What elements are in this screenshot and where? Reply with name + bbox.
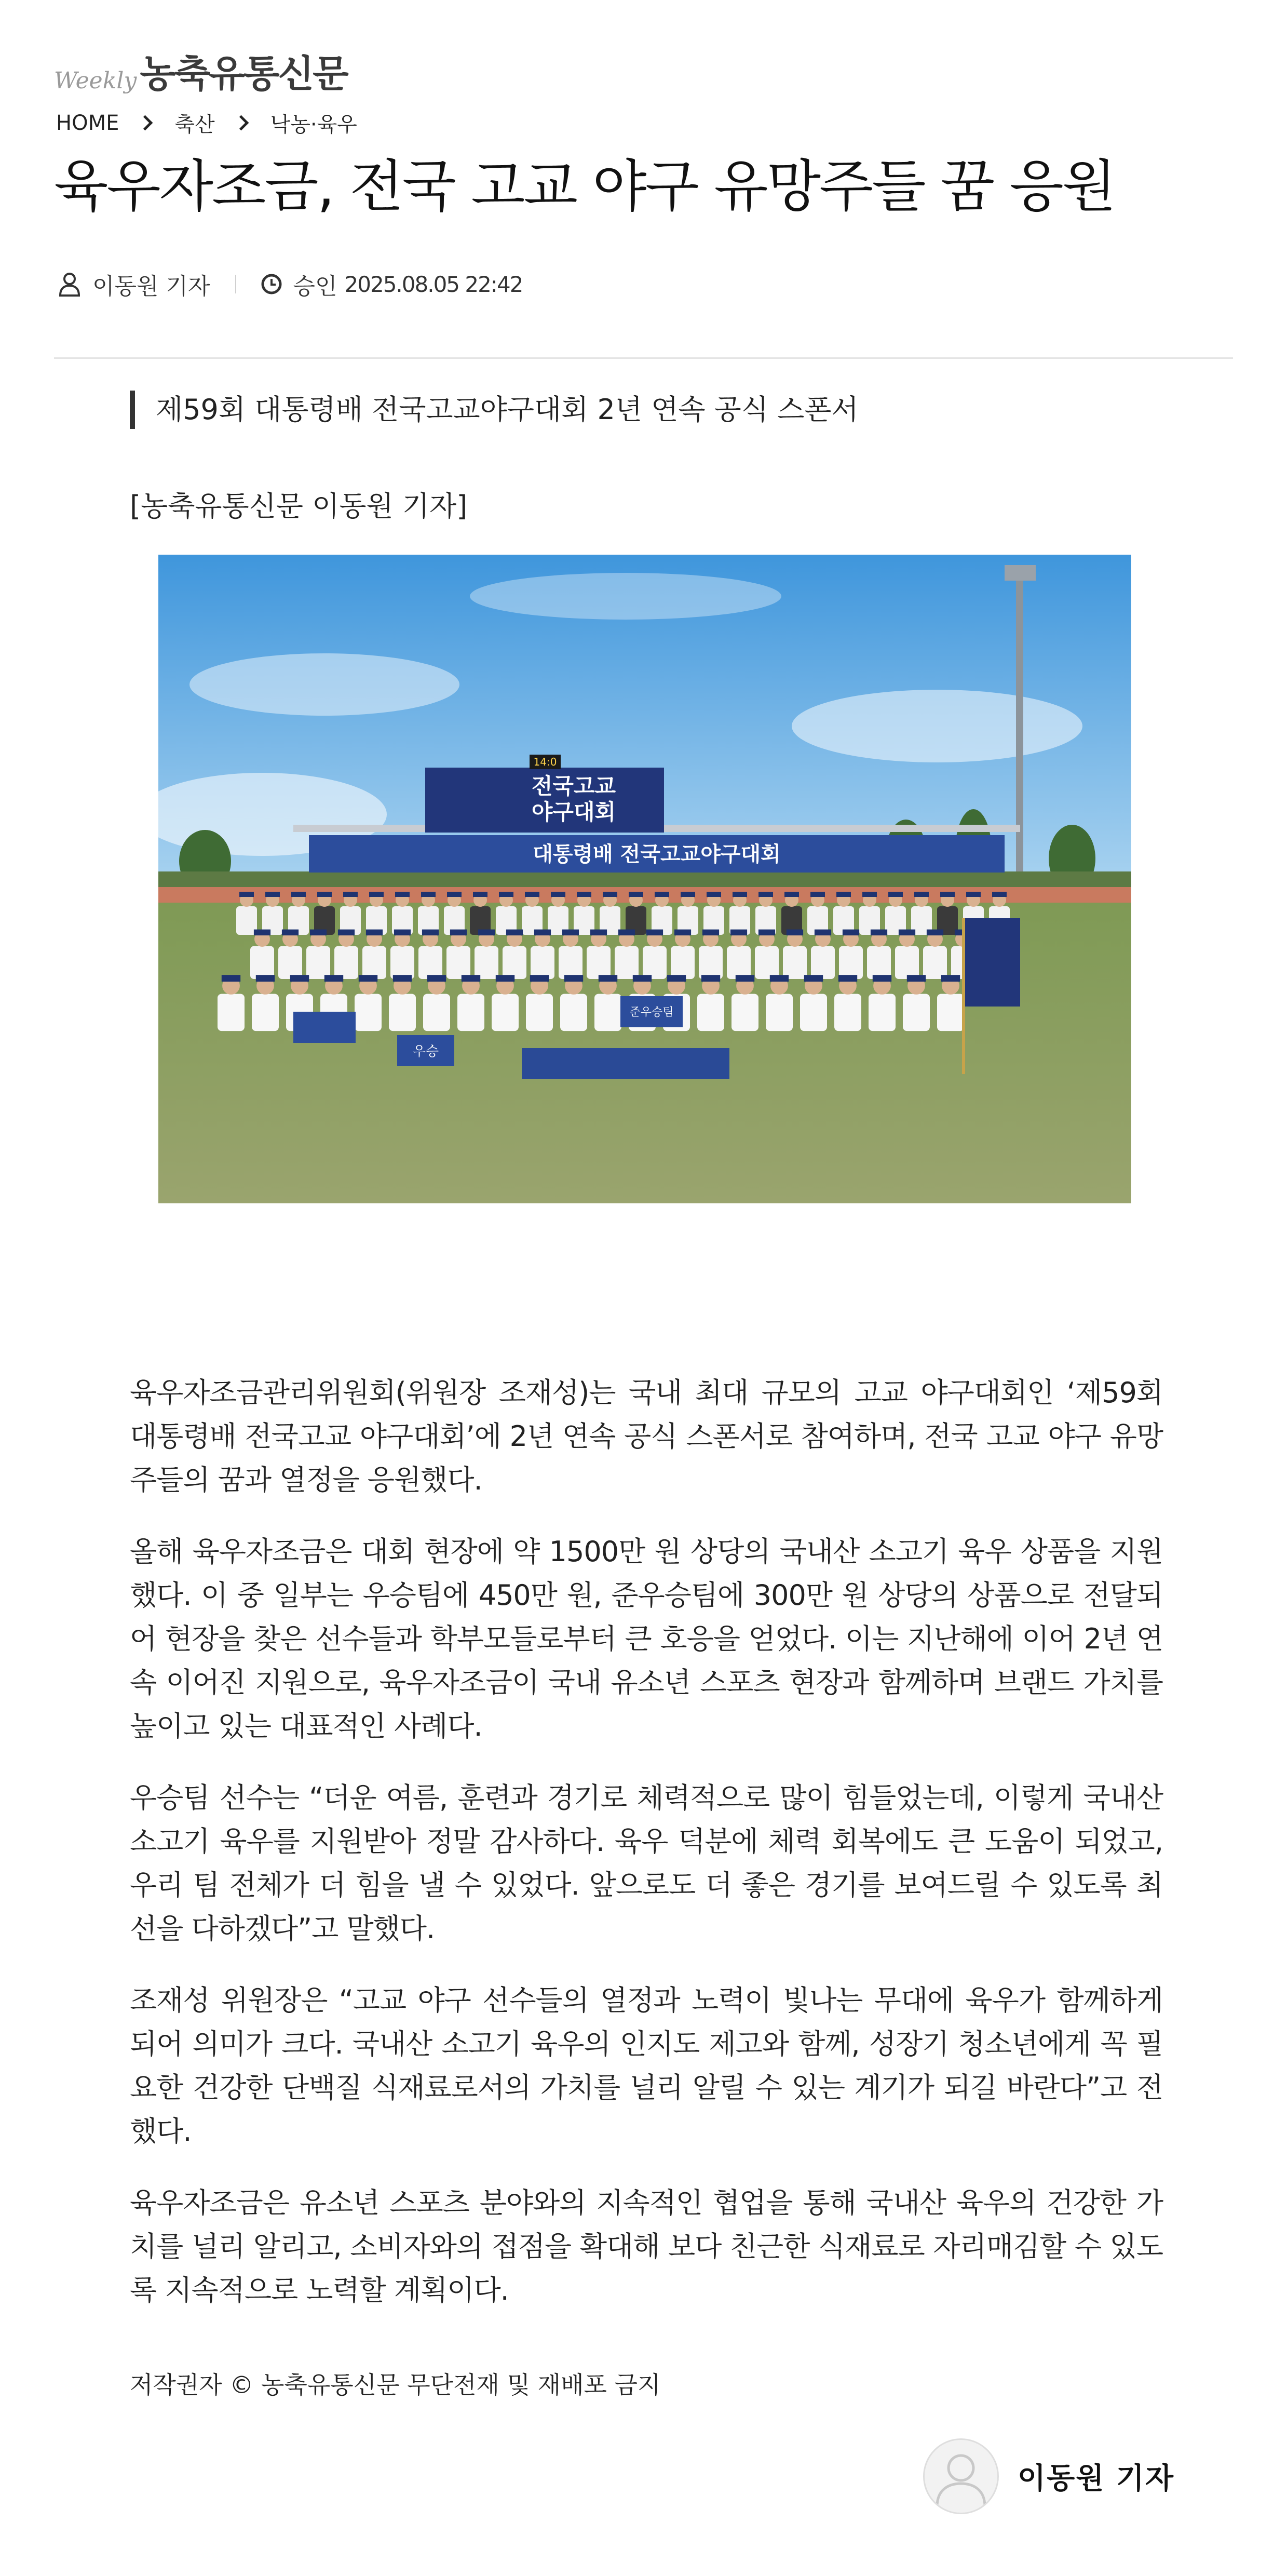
person-icon	[58, 272, 81, 297]
board-text-line2: 야구대회	[531, 799, 616, 825]
reporter-card[interactable]	[923, 2438, 1174, 2514]
reporter-name[interactable]: 이동원 기자	[1018, 2462, 1174, 2496]
avatar-placeholder-icon	[930, 2445, 992, 2507]
article-byline	[58, 267, 522, 301]
avatar[interactable]	[923, 2438, 999, 2514]
breadcrumb-dairy-beef[interactable]: 낙농·육우	[270, 113, 357, 137]
winner-sign-text: 우승	[412, 1044, 439, 1059]
team-photo-illustration	[158, 555, 1131, 1203]
site-logo[interactable]	[54, 46, 347, 96]
article-paragraph: 육우자조금은 유소년 스포츠 분야와의 지속적인 협업을 통해 국내산 육우의 건강한 가치를 널리 알리고, 소비자와의 접점을 확대해 보다 친근한 식재료로 자리매김할 수 있도록 지속적으로 노력할 계획이다.	[130, 2186, 1163, 2306]
breadcrumb	[56, 108, 357, 138]
article-subtitle: 제59회 대통령배 전국고교야구대회 2년 연속 공식 스폰서	[130, 391, 859, 429]
byline-divider	[235, 275, 236, 293]
publish-date: 2025.08.05 22:42	[344, 271, 523, 297]
chevron-right-icon	[138, 115, 153, 131]
stage-banner-text: 대통령배 전국고교야구대회	[533, 842, 781, 866]
chevron-right-icon	[233, 115, 249, 131]
article-paragraph: 우승팀 선수는 “더운 여름, 훈련과 경기로 체력적으로 많이 힘들었는데, 이렇게 국내산 소고기 육우를 지원받아 정말 감사하다. 육우 덕분에 체력 회복에도 큰 도움이 되었고, 우리 팀 전체가 더 힘을 낼 수 있었다. 앞으로도 더 좋은 경기를 보여드릴 수 있도록 최선을 다하겠다”고 말했다.	[130, 1781, 1163, 1945]
board-text-line1: 전국고교	[531, 773, 616, 799]
runner-up-sign-text: 준우승팀	[629, 1006, 674, 1019]
article-paragraph: 조재성 위원장은 “고교 야구 선수들의 열정과 노력이 빛나는 무대에 육우가 함께하게 되어 의미가 크다. 국내산 소고기 육우의 인지도 제고와 함께, 성장기 청소년에게 꼭 필요한 건강한 단백질 식재료로서의 가치를 널리 알릴 수 있는 계기가 되길 바란다”고 전했다.	[130, 1984, 1163, 2148]
logo-prefix: Weekly	[54, 68, 137, 94]
author-name[interactable]: 이동원 기자	[92, 273, 210, 300]
header-divider	[54, 357, 1233, 359]
article-photo	[158, 555, 1131, 1203]
article-credit: [농축유통신문 이동원 기자]	[130, 490, 468, 522]
scoreboard-text: 14:0	[533, 756, 557, 768]
breadcrumb-livestock[interactable]: 축산	[174, 113, 215, 137]
article-paragraph: 육우자조금관리위원회(위원장 조재성)는 국내 최대 규모의 고교 야구대회인 ‘제59회 대통령배 전국고교 야구대회’에 2년 연속 공식 스폰서로 참여하며, 전국 고교 야구 유망주들의 꿈과 열정을 응원했다.	[130, 1376, 1163, 1496]
copyright-notice: 저작권자 © 농축유통신문 무단전재 및 재배포 금지	[130, 2371, 661, 2399]
article-title: 육우자조금, 전국 고교 야구 유망주들 꿈 응원	[54, 154, 1115, 219]
clock-icon	[261, 274, 282, 294]
article-body	[130, 1371, 1163, 2340]
breadcrumb-home[interactable]: HOME	[56, 111, 119, 135]
approved-label: 승인	[293, 273, 337, 300]
article-paragraph: 올해 육우자조금은 대회 현장에 약 1500만 원 상당의 국내산 소고기 육우 상품을 지원했다. 이 중 일부는 우승팀에 450만 원, 준우승팀에 300만 원 상당의 상품으로 전달되어 현장을 찾은 선수들과 학부모들로부터 큰 호응을 얻었다. 이는 지난해에 이어 2년 연속 이어진 지원으로, 육우자조금이 국내 유소년 스포츠 현장과 함께하며 브랜드 가치를 높이고 있는 대표적인 사례다.	[130, 1535, 1163, 1742]
logo-name: 농축유통신문	[140, 52, 347, 96]
